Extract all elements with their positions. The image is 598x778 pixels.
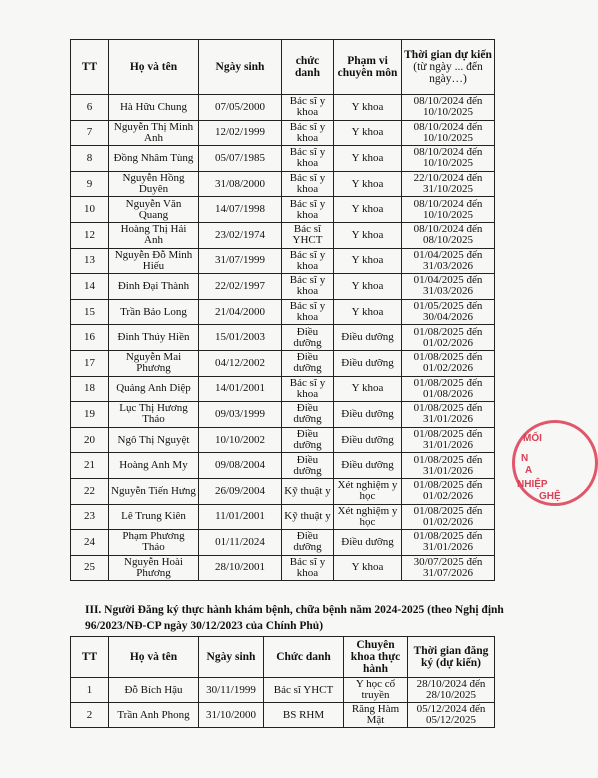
cell-dob: 01/11/2024: [199, 530, 282, 556]
table-row: [71, 402, 495, 428]
table-row: [71, 171, 495, 197]
table-row: [71, 453, 495, 479]
header-title: Chức danh: [264, 637, 344, 678]
registration-table: [70, 636, 495, 728]
cell-title: Điều dưỡng: [282, 402, 334, 428]
header-period: Thời gian đăng ký (dự kiến): [408, 637, 495, 678]
cell-title: Điều dưỡng: [282, 427, 334, 453]
cell-name: Đỗ Bích Hậu: [109, 678, 199, 703]
cell-dob: 23/02/1974: [199, 222, 282, 248]
cell-tt: 19: [71, 402, 109, 428]
table-row: [71, 274, 495, 300]
cell-scope: Xét nghiệm y học: [334, 504, 402, 530]
cell-dob: 07/05/2000: [199, 95, 282, 121]
practitioner-table-body: [71, 95, 495, 581]
cell-dob: 26/09/2004: [199, 478, 282, 504]
cell-period: 05/12/2024 đến 05/12/2025: [408, 703, 495, 728]
cell-tt: 13: [71, 248, 109, 274]
table-row: [71, 478, 495, 504]
cell-scope: Điều dưỡng: [334, 427, 402, 453]
cell-dob: 09/08/2004: [199, 453, 282, 479]
cell-scope: Y khoa: [334, 171, 402, 197]
cell-name: Ngô Thị Nguyệt: [109, 427, 199, 453]
cell-title: Bác sĩ y khoa: [282, 95, 334, 121]
table-header-row: [71, 40, 495, 95]
cell-scope: Y khoa: [334, 299, 402, 325]
cell-scope: Y khoa: [334, 120, 402, 146]
cell-title: Bác sĩ YHCT: [264, 678, 344, 703]
cell-tt: 8: [71, 146, 109, 172]
cell-tt: 1: [71, 678, 109, 703]
table-row: [71, 146, 495, 172]
cell-name: Nguyễn Hoài Phương: [109, 555, 199, 581]
cell-period: 08/10/2024 đến 10/10/2025: [402, 146, 495, 172]
cell-title: Bác sĩ y khoa: [282, 146, 334, 172]
cell-tt: 23: [71, 504, 109, 530]
cell-period: 01/08/2025 đến 31/01/2026: [402, 530, 495, 556]
stamp-text: MỐI: [523, 433, 542, 444]
cell-name: Hoàng Thị Hải Anh: [109, 222, 199, 248]
cell-period: 08/10/2024 đến 10/10/2025: [402, 120, 495, 146]
cell-dob: 31/10/2000: [199, 703, 264, 728]
cell-name: Phạm Phương Thảo: [109, 530, 199, 556]
header-period-label: Thời gian dự kiến: [404, 49, 492, 61]
cell-scope: Y khoa: [334, 555, 402, 581]
table-row: [71, 95, 495, 121]
cell-title: Bác sĩ y khoa: [282, 120, 334, 146]
cell-period: 28/10/2024 đến 28/10/2025: [408, 678, 495, 703]
header-tt: TT: [71, 637, 109, 678]
cell-title: Bác sĩ y khoa: [282, 376, 334, 402]
header-dob: Ngày sinh: [199, 637, 264, 678]
table-row: [71, 555, 495, 581]
table-row: [71, 678, 495, 703]
cell-title: Kỹ thuật y: [282, 504, 334, 530]
header-dob: Ngày sinh: [199, 40, 282, 95]
cell-dob: 28/10/2001: [199, 555, 282, 581]
table-row: [71, 325, 495, 351]
cell-title: Bác sĩ y khoa: [282, 555, 334, 581]
table-row: [71, 120, 495, 146]
cell-dob: 31/08/2000: [199, 171, 282, 197]
cell-period: 30/07/2025 đến 31/07/2026: [402, 555, 495, 581]
cell-name: Đinh Đại Thành: [109, 274, 199, 300]
stamp-text: A: [525, 465, 533, 476]
cell-dob: 22/02/1997: [199, 274, 282, 300]
header-scope: Phạm vi chuyên môn: [334, 40, 402, 95]
cell-tt: 10: [71, 197, 109, 223]
table-row: [71, 350, 495, 376]
cell-scope: Điều dưỡng: [334, 325, 402, 351]
stamp-text: N: [521, 453, 529, 464]
cell-tt: 2: [71, 703, 109, 728]
cell-tt: 21: [71, 453, 109, 479]
cell-scope: Y khoa: [334, 95, 402, 121]
cell-period: 01/08/2025 đến 01/02/2026: [402, 478, 495, 504]
cell-dob: 05/07/1985: [199, 146, 282, 172]
cell-name: Quảng Anh Diệp: [109, 376, 199, 402]
cell-scope: Y khoa: [334, 222, 402, 248]
cell-scope: Điều dưỡng: [334, 350, 402, 376]
cell-tt: 14: [71, 274, 109, 300]
cell-name: Nguyễn Đỗ Minh Hiếu: [109, 248, 199, 274]
cell-period: 01/08/2025 đến 01/08/2026: [402, 376, 495, 402]
cell-tt: 7: [71, 120, 109, 146]
cell-title: Điều dưỡng: [282, 325, 334, 351]
cell-dob: 10/10/2002: [199, 427, 282, 453]
cell-scope: Y khoa: [334, 274, 402, 300]
cell-scope: Y khoa: [334, 146, 402, 172]
table-row: [71, 197, 495, 223]
table-row: [71, 376, 495, 402]
cell-tt: 16: [71, 325, 109, 351]
cell-name: Đinh Thúy Hiền: [109, 325, 199, 351]
cell-name: Đồng Nhâm Tùng: [109, 146, 199, 172]
cell-dob: 04/12/2002: [199, 350, 282, 376]
stamp-text: GHỆ: [539, 491, 561, 502]
red-seal-stamp: [512, 420, 598, 506]
cell-tt: 6: [71, 95, 109, 121]
cell-period: 01/08/2025 đến 01/02/2026: [402, 504, 495, 530]
cell-title: Bác sĩ YHCT: [282, 222, 334, 248]
cell-name: Hà Hữu Chung: [109, 95, 199, 121]
table-row: [71, 248, 495, 274]
stamp-text: NHIỆP: [517, 479, 548, 490]
cell-period: 08/10/2024 đến 08/10/2025: [402, 222, 495, 248]
cell-period: 01/08/2025 đến 01/02/2026: [402, 350, 495, 376]
cell-name: Nguyễn Tiến Hưng: [109, 478, 199, 504]
cell-scope: Điều dưỡng: [334, 530, 402, 556]
cell-dob: 15/01/2003: [199, 325, 282, 351]
header-name: Họ và tên: [109, 40, 199, 95]
cell-period: 01/08/2025 đến 31/01/2026: [402, 427, 495, 453]
cell-tt: 24: [71, 530, 109, 556]
cell-tt: 20: [71, 427, 109, 453]
cell-tt: 12: [71, 222, 109, 248]
cell-dob: 30/11/1999: [199, 678, 264, 703]
cell-name: Hoàng Anh My: [109, 453, 199, 479]
cell-scope: Răng Hàm Mặt: [344, 703, 408, 728]
table-row: [71, 427, 495, 453]
registration-table-body: [71, 678, 495, 728]
cell-name: Nguyễn Văn Quang: [109, 197, 199, 223]
cell-name: Lục Thị Hương Thảo: [109, 402, 199, 428]
cell-tt: 22: [71, 478, 109, 504]
cell-period: 08/10/2024 đến 10/10/2025: [402, 197, 495, 223]
cell-tt: 18: [71, 376, 109, 402]
cell-name: Nguyễn Mai Phương: [109, 350, 199, 376]
cell-period: 22/10/2024 đến 31/10/2025: [402, 171, 495, 197]
table-row: [71, 222, 495, 248]
cell-period: 01/08/2025 đến 31/01/2026: [402, 402, 495, 428]
cell-scope: Y khoa: [334, 248, 402, 274]
cell-title: Bác sĩ y khoa: [282, 299, 334, 325]
cell-name: Nguyễn Hồng Duyên: [109, 171, 199, 197]
cell-tt: 17: [71, 350, 109, 376]
cell-period: 01/05/2025 đến 30/04/2026: [402, 299, 495, 325]
cell-title: Bác sĩ y khoa: [282, 197, 334, 223]
cell-scope: Y khoa: [334, 197, 402, 223]
cell-scope: Điều dưỡng: [334, 453, 402, 479]
cell-title: Bác sĩ y khoa: [282, 248, 334, 274]
cell-dob: 12/02/1999: [199, 120, 282, 146]
table-header-row: [71, 637, 495, 678]
header-tt: TT: [71, 40, 109, 95]
cell-scope: Y học cổ truyền: [344, 678, 408, 703]
cell-title: Bác sĩ y khoa: [282, 171, 334, 197]
header-name: Họ và tên: [109, 637, 199, 678]
cell-period: 08/10/2024 đến 10/10/2025: [402, 95, 495, 121]
cell-period: 01/04/2025 đến 31/03/2026: [402, 274, 495, 300]
cell-title: Kỹ thuật y: [282, 478, 334, 504]
cell-dob: 09/03/1999: [199, 402, 282, 428]
cell-name: Trần Bảo Long: [109, 299, 199, 325]
header-specialty: Chuyên khoa thực hành: [344, 637, 408, 678]
cell-dob: 21/04/2000: [199, 299, 282, 325]
cell-tt: 9: [71, 171, 109, 197]
cell-tt: 15: [71, 299, 109, 325]
cell-title: Điều dưỡng: [282, 453, 334, 479]
table-row: [71, 530, 495, 556]
cell-dob: 14/07/1998: [199, 197, 282, 223]
cell-period: 01/04/2025 đến 31/03/2026: [402, 248, 495, 274]
header-title: chức danh: [282, 40, 334, 95]
cell-period: 01/08/2025 đến 31/01/2026: [402, 453, 495, 479]
cell-tt: 25: [71, 555, 109, 581]
cell-period: 01/08/2025 đến 01/02/2026: [402, 325, 495, 351]
section-heading: III. Người Đăng ký thực hành khám bệnh, chữa bệnh năm 2024-2025 (theo Nghị định 96/2023/NĐ-CP ngày 30/12/2023 của Chính Phủ): [85, 604, 504, 632]
practitioner-table: [70, 39, 495, 581]
table-row: [71, 703, 495, 728]
cell-dob: 11/01/2001: [199, 504, 282, 530]
cell-name: Lê Trung Kiên: [109, 504, 199, 530]
cell-name: Trần Anh Phong: [109, 703, 199, 728]
cell-title: BS RHM: [264, 703, 344, 728]
cell-name: Nguyễn Thị Minh Anh: [109, 120, 199, 146]
cell-scope: Y khoa: [334, 376, 402, 402]
cell-scope: Điều dưỡng: [334, 402, 402, 428]
cell-title: Điều dưỡng: [282, 350, 334, 376]
table-row: [71, 299, 495, 325]
cell-dob: 14/01/2001: [199, 376, 282, 402]
cell-title: Bác sĩ y khoa: [282, 274, 334, 300]
header-period-note: (từ ngày ... đến ngày…): [413, 61, 483, 85]
cell-title: Điều dưỡng: [282, 530, 334, 556]
cell-dob: 31/07/1999: [199, 248, 282, 274]
table-row: [71, 504, 495, 530]
header-period: [402, 40, 495, 95]
cell-scope: Xét nghiệm y học: [334, 478, 402, 504]
